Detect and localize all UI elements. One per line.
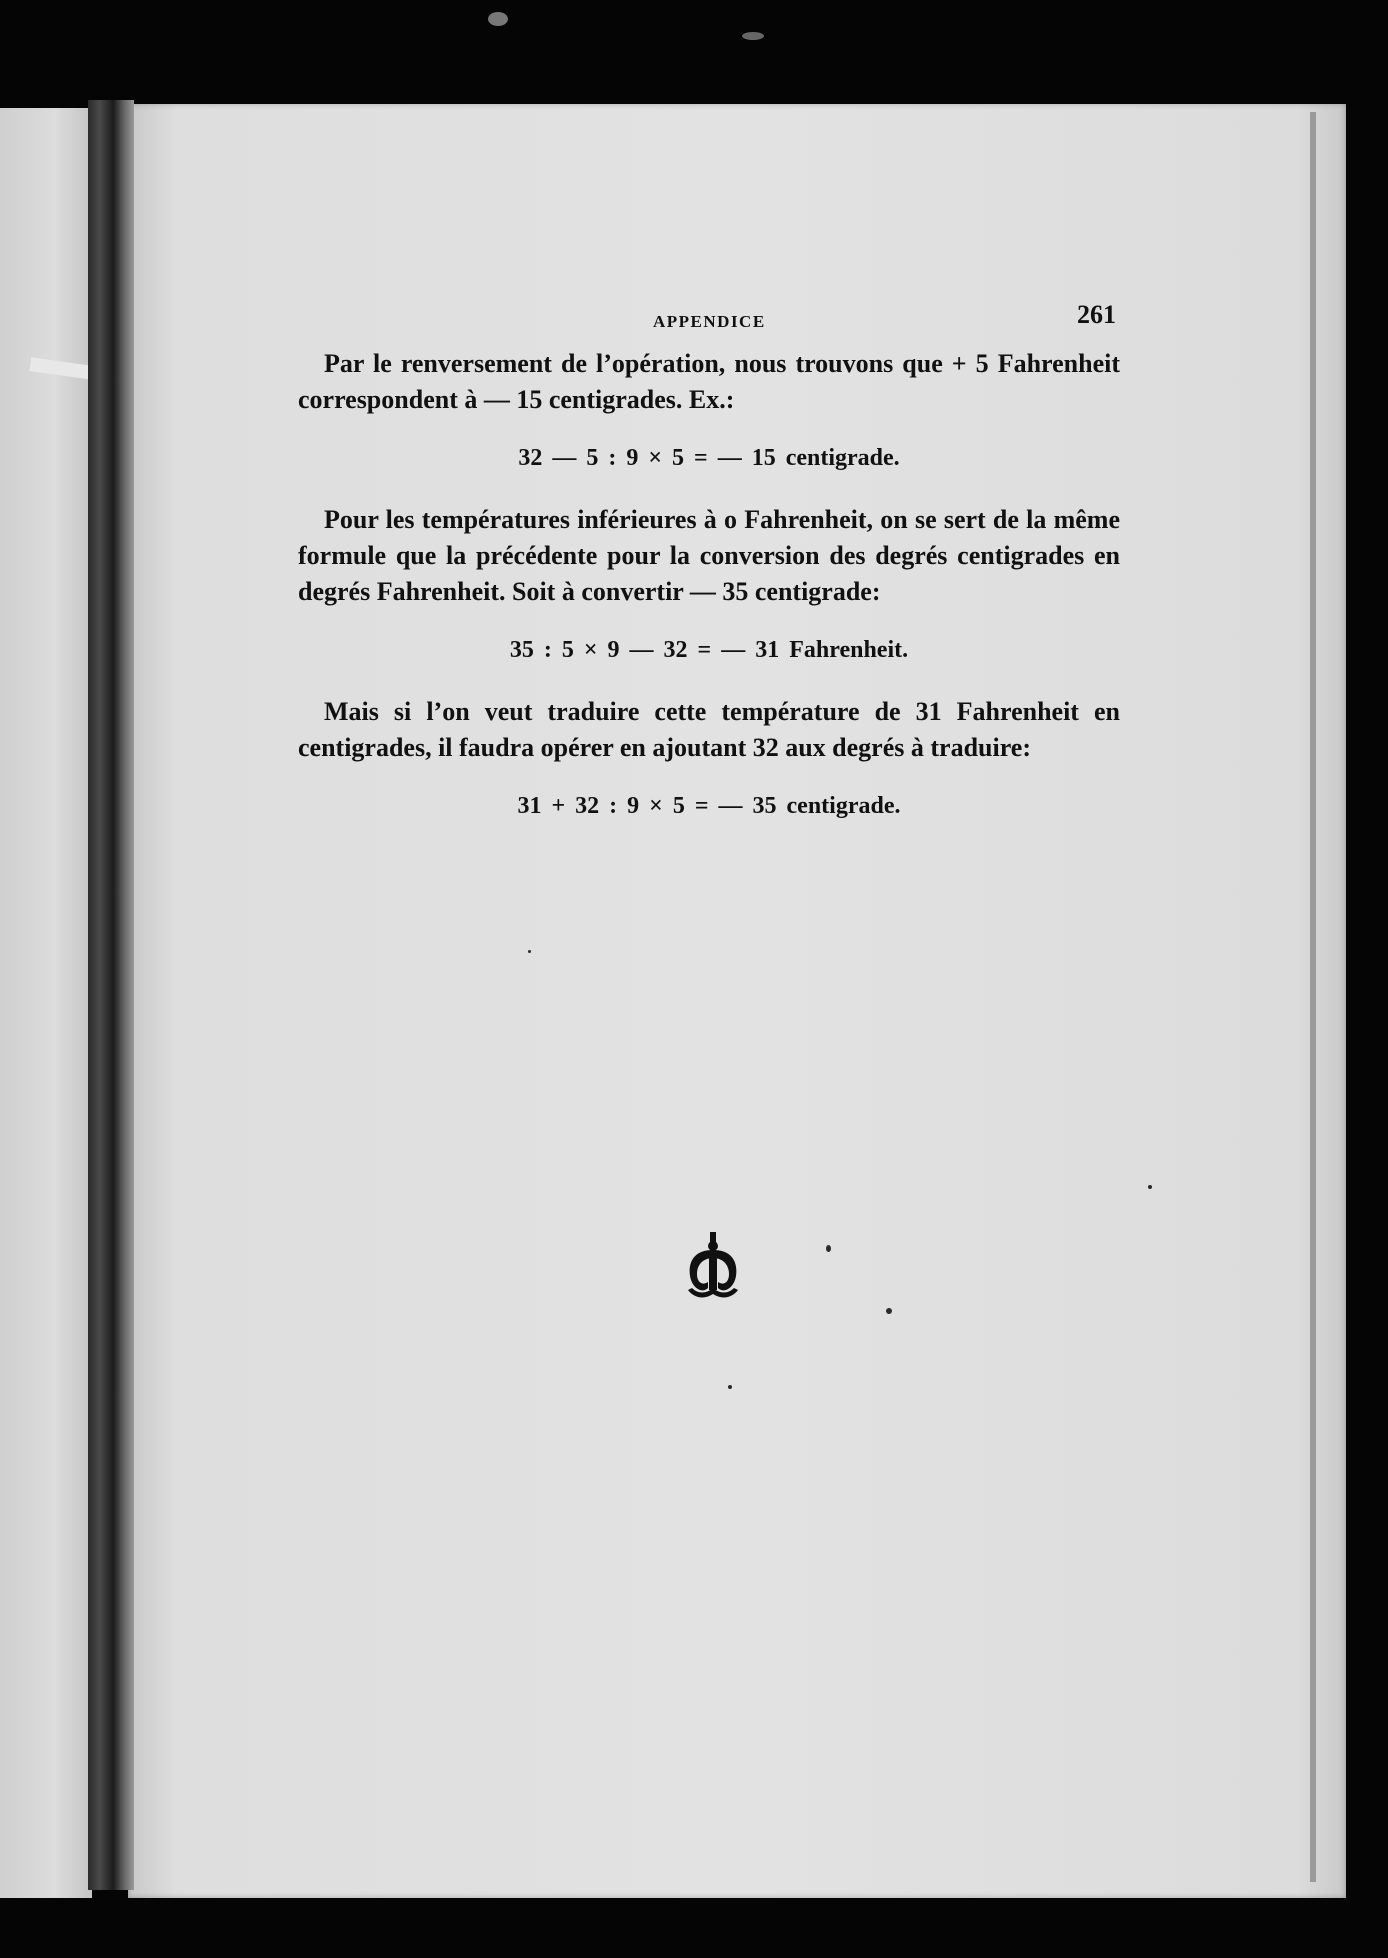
running-head: APPENDICE (653, 312, 766, 331)
scan-speck (528, 950, 531, 953)
printer-ornament-icon (684, 1232, 742, 1302)
scan-speck (488, 12, 508, 26)
paragraph-below-zero: Pour les températures inférieures à o Fahrenheit, on se sert de la même formule que la précédente pour la conversion des degrés centigrades en degrés Fahrenheit. Soit à convertir — 35 centigrade: (298, 505, 1120, 606)
formula-add-32: 31 + 32 : 9 × 5 = — 35 centigrade. (517, 793, 901, 819)
formula-centigrade-to-fahrenheit: 35 : 5 × 9 — 32 = — 31 Fahrenheit. (509, 637, 909, 663)
paragraph-translate-back: Mais si l’on veut traduire cette température de 31 Fahrenheit en centigrades, il faudra opérer en ajoutant 32 aux degrés à traduire: (298, 697, 1120, 762)
page-right-edge (1310, 112, 1316, 1882)
page-text-block (298, 296, 1120, 850)
scan-speck (826, 1245, 831, 1252)
scan-speck (886, 1308, 892, 1314)
scan-speck (728, 1385, 732, 1389)
formula-fahrenheit-to-centigrade: 32 — 5 : 9 × 5 = — 15 centigrade. (518, 445, 900, 471)
scan-speck (742, 32, 764, 40)
paragraph-reverse-operation: Par le renversement de l’opération, nous trouvons que + 5 Fahrenheit correspondent à — 15 centigrades. Ex.: (298, 349, 1120, 414)
page-number: 261 (1077, 300, 1116, 329)
page-header (298, 296, 1120, 336)
scan-speck (1148, 1185, 1152, 1189)
book-spine (88, 100, 134, 1890)
